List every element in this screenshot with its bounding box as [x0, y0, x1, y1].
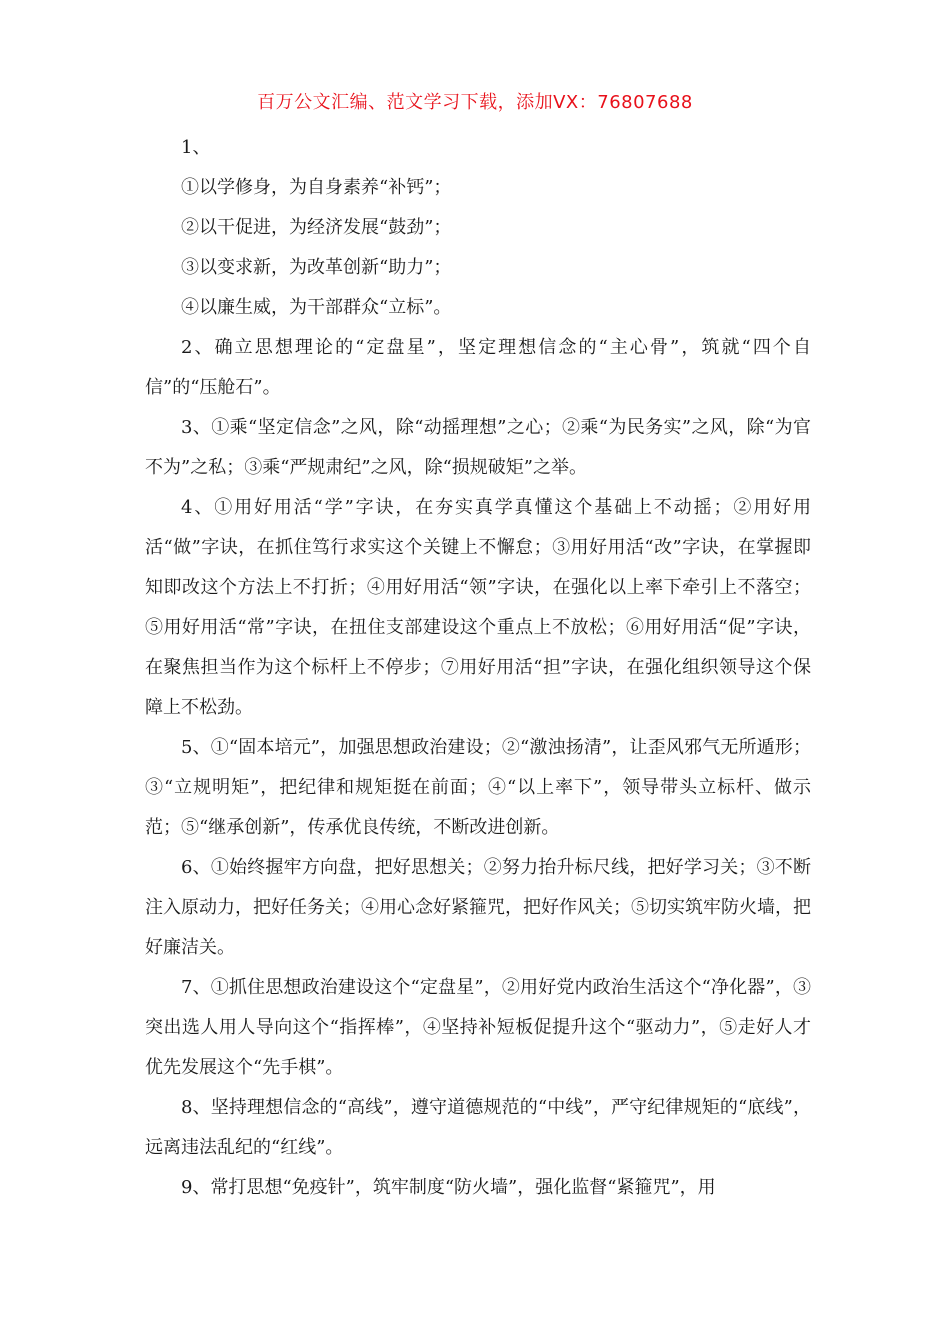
- document-body: [145, 128, 811, 1208]
- section-1-number: 1、: [181, 137, 211, 158]
- section-1-item: ②以干促进，为经济发展“鼓劲”；: [181, 217, 452, 238]
- paragraph-2: 2、确立思想理论的“定盘星”，坚定理想信念的“主心骨”，筑就“四个自信”的“压舱石”。: [145, 337, 811, 398]
- watermark-header: 百万公文汇编、范文学习下载，添加VX：76807688: [257, 92, 693, 113]
- paragraph-5: 5、①“固本培元”，加强思想政治建设；②“激浊扬清”，让歪风邪气无所遁形；③“立规明矩”，把纪律和规矩挺在前面；④“以上率下”，领导带头立标杆、做示范；⑤“继承创新”，传承优良传统，不断改进创新。: [145, 737, 811, 838]
- section-1-item: ①以学修身，为自身素养“补钙”；: [181, 177, 452, 198]
- section-1-item: ③以变求新，为改革创新“助力”；: [181, 257, 452, 278]
- paragraph-4: 4、①用好用活“学”字诀，在夯实真学真懂这个基础上不动摇；②用好用活“做”字诀，在抓住笃行求实这个关键上不懈怠；③用好用活“改”字诀，在掌握即知即改这个方法上不打折；④用好用活“领”字诀，在强化以上率下牵引上不落空；⑤用好用活“常”字诀，在扭住支部建设这个重点上不放松；⑥用好用活“促”字诀，在聚焦担当作为这个标杆上不停步；⑦用好用活“担”字诀，在强化组织领导这个保障上不松劲。: [145, 497, 811, 718]
- paragraph-3: 3、①乘“坚定信念”之风，除“动摇理想”之心；②乘“为民务实”之风，除“为官不为”之私；③乘“严规肃纪”之风，除“损规破矩”之举。: [145, 417, 811, 478]
- paragraph-7: 7、①抓住思想政治建设这个“定盘星”，②用好党内政治生活这个“净化器”，③突出选人用人导向这个“指挥棒”，④坚持补短板促提升这个“驱动力”，⑤走好人才优先发展这个“先手棋”。: [145, 977, 811, 1078]
- paragraph-6: 6、①始终握牢方向盘，把好思想关；②努力抬升标尺线，把好学习关；③不断注入原动力，把好任务关；④用心念好紧箍咒，把好作风关；⑤切实筑牢防火墙，把好廉洁关。: [145, 857, 811, 958]
- section-1-item: ④以廉生威，为干部群众“立标”。: [181, 297, 452, 318]
- paragraph-8: 8、坚持理想信念的“高线”，遵守道德规范的“中线”，严守纪律规矩的“底线”，远离违法乱纪的“红线”。: [145, 1097, 811, 1158]
- paragraph-9: 9、常打思想“免疫针”，筑牢制度“防火墙”，强化监督“紧箍咒”，用: [181, 1177, 716, 1198]
